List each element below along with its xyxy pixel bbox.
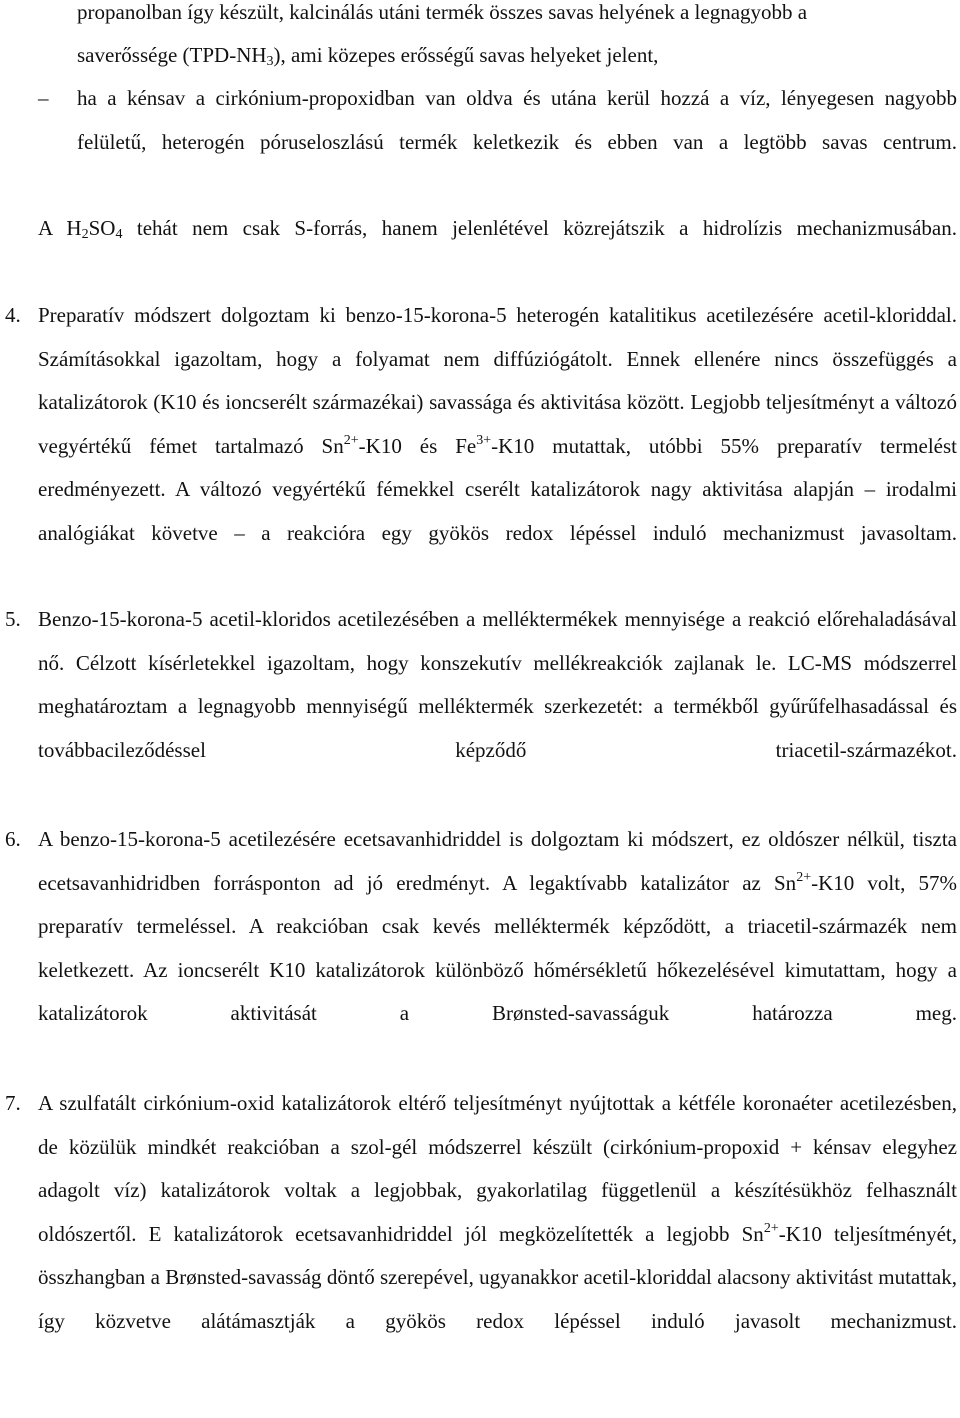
superscript: 2+ [763, 1220, 779, 1236]
superscript: 3+ [476, 432, 492, 448]
item-number-6: 6. [5, 827, 21, 851]
item-number-5: 5. [5, 607, 21, 631]
text-span: tehát nem csak S-forrás, hanem jelenlétével közrejátszik a hidrolízis mechanizmusában. [122, 216, 957, 240]
text-span: A benzo-15-korona-5 acetilezésére ecetsavanhidriddel is dolgoztam ki módszert, ez oldószer nélkül, tiszta ecetsavanhidridben forrásponton ad jó eredményt. A legaktívabb katalizátor az Sn [38, 827, 957, 895]
h2so4-paragraph [38, 207, 957, 294]
item-5-paragraph: Benzo-15-korona-5 acetil-kloridos acetilezésében a melléktermékek mennyisége a reakció előrehaladásával nő. Célzott kísérletekkel igazoltam, hogy konszekutív mellékreakciók zajlanak le. LC-MS módszerrel meghatároztam a legnagyobb mennyiségű melléktermék szerkezetét: a termékből gyűrűfelhasadással és továbbacileződéssel képződő triacetil-származékot. [38, 607, 957, 762]
text-span: A H [38, 216, 82, 240]
superscript: 2+ [796, 869, 812, 885]
text-span: Preparatív módszert dolgoztam ki benzo-15-korona-5 heterogén katalitikus acetilezésére acetil-kloriddal. Számításokkal igazoltam, hogy a folyamat nem diffúziógátolt. Ennek ellenére nincs összefüggés a katalizátorok (K10 és ioncserélt származékai) savassága és aktivitása között. Legjobb teljesítményt a változó vegyértékű fémet tartalmazó Sn [38, 303, 957, 458]
item-number-4: 4. [5, 303, 21, 327]
subscript: 4 [115, 227, 123, 242]
item-number-7: 7. [5, 1091, 21, 1115]
text-span: -K10 és Fe [358, 433, 477, 458]
dash-bullet: – [38, 86, 49, 110]
continuation-line-1: propanolban így készült, kalcinálás utáni termék összes savas helyének a legnagyobb a [77, 0, 808, 24]
subscript: 3 [266, 54, 274, 69]
continuation-line-2 [77, 34, 957, 78]
text-span: -K10 mutattak, utóbbi 55% preparatív termelést eredményezett. A változó vegyértékű fémekkel cserélt katalizátorok nagy aktivitása alapján – irodalmi analógiákat követve – a reakcióra egy gyökös redox lépéssel induló mechanizmust javasoltam. [38, 433, 957, 545]
text-span: saverőssége (TPD-NH [77, 43, 267, 67]
text-span: -K10 teljesítményét, összhangban a Brønsted-savasság döntő szerepével, ugyanakkor acetil-kloriddal alacsony aktivitást mutattak, így közvetve alátámasztják a gyökös redox lépéssel induló javasolt mechanizmust. [38, 1221, 957, 1333]
text-span: A szulfatált cirkónium-oxid katalizátorok eltérő teljesítményt nyújtottak a kétféle koronaéter acetilezésben, de közülük mindkét reakcióban a szol-gél módszerrel készült (cirkónium-propoxid + kénsav elegyhez adagolt víz) katalizátorok voltak a legjobbak, gyakorlatilag függetlenül a készítésükhöz felhasznált oldószertől. E katalizátorok ecetsavanhidriddel jól megközelítették a legjobb Sn [38, 1091, 957, 1246]
dash-item-paragraph: ha a kénsav a cirkónium-propoxidban van oldva és utána kerül hozzá a víz, lényegesen nagyobb felületű, heterogén póruseloszlású termék keletkezik és ebben van a legtöbb savas centrum. [77, 86, 957, 154]
subscript: 2 [81, 227, 89, 242]
text-span: -K10 volt, 57% preparatív termeléssel. A reakcióban csak kevés melléktermék képződött, a triacetil-származék nem keletkezett. Az ioncserélt K10 katalizátorok különböző hőmérsékletű hőkezelésével kimutattam, hogy a katalizátorok aktivitását a Brønsted-savasságuk határozza meg. [38, 870, 957, 1025]
item-7-paragraph [38, 1082, 957, 1418]
text-span: SO [88, 216, 116, 240]
item-6-paragraph [38, 818, 957, 1079]
item-4-paragraph [38, 294, 957, 598]
superscript: 2+ [343, 432, 359, 448]
text-span: ), ami közepes erősségű savas helyeket jelent, [273, 43, 659, 67]
